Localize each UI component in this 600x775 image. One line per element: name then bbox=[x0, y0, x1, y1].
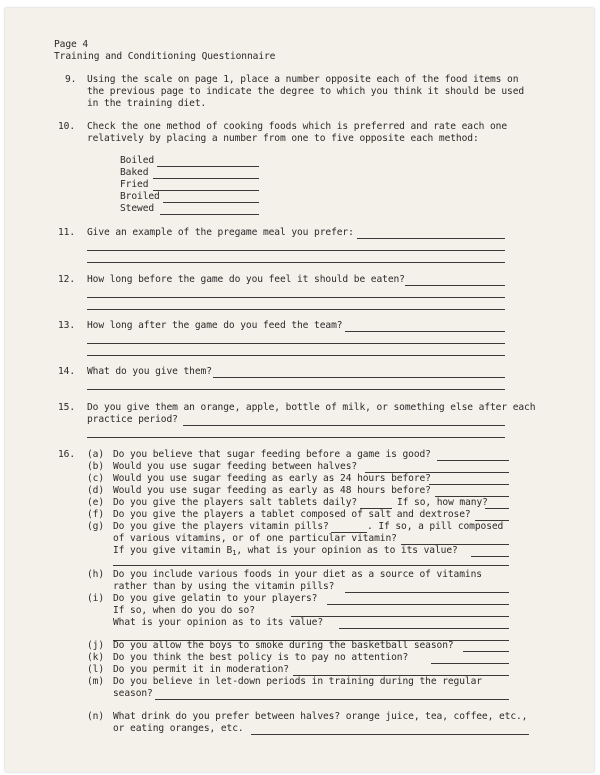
q11-text: Give an example of the pregame meal you prefer: bbox=[87, 227, 354, 238]
answer-line[interactable] bbox=[163, 202, 259, 203]
q16-g-label: (g) bbox=[87, 521, 105, 532]
q16-i-line3: What is your opinion as to its value? bbox=[113, 617, 324, 628]
q10-number: 10. bbox=[58, 121, 76, 132]
answer-line[interactable] bbox=[463, 651, 509, 652]
answer-line[interactable] bbox=[339, 628, 509, 629]
q16-h-text: Do you include various foods in your diet as a source of vitamins bbox=[113, 569, 482, 580]
q16-k-label: (k) bbox=[87, 652, 105, 663]
q9-line: the previous page to indicate the degree to which you think it should be used bbox=[87, 86, 525, 97]
cooking-method: Stewed bbox=[120, 203, 155, 214]
cooking-method: Boiled bbox=[120, 155, 155, 166]
q15-line: Do you give them an orange, apple, bottle of milk, or something else after each bbox=[87, 402, 536, 413]
q16-h-label: (h) bbox=[87, 569, 105, 580]
q16-b-label: (b) bbox=[87, 461, 105, 472]
answer-line[interactable] bbox=[155, 699, 509, 700]
answer-line[interactable] bbox=[87, 355, 505, 356]
answer-line[interactable] bbox=[183, 425, 505, 426]
answer-line[interactable] bbox=[87, 297, 505, 298]
questionnaire-page bbox=[5, 8, 594, 772]
answer-line[interactable] bbox=[345, 331, 505, 332]
q14-number: 14. bbox=[58, 366, 76, 377]
q16-h-line2: rather than by using the vitamin pills? bbox=[113, 581, 335, 592]
answer-line[interactable] bbox=[87, 343, 505, 344]
q16-l-label: (l) bbox=[87, 664, 105, 675]
q16-f-text: Do you give the players a tablet composed of salt and dextrose? bbox=[113, 509, 471, 520]
q16-b-text: Would you use sugar feeding between halves? bbox=[113, 461, 358, 472]
q15-number: 15. bbox=[58, 402, 76, 413]
answer-line[interactable] bbox=[291, 616, 509, 617]
q16-j-label: (j) bbox=[87, 640, 105, 651]
answer-line[interactable] bbox=[485, 508, 509, 509]
q16-d-text: Would you use sugar feeding as early as 48 hours before? bbox=[113, 485, 431, 496]
q16-n-text: What drink do you prefer between halves? orange juice, tea, coffee, etc., bbox=[113, 711, 528, 722]
q16-g-subscript: 1 bbox=[232, 549, 237, 557]
answer-line[interactable] bbox=[431, 663, 509, 664]
answer-line[interactable] bbox=[87, 437, 505, 438]
answer-line[interactable] bbox=[113, 565, 509, 566]
answer-line[interactable] bbox=[153, 190, 259, 191]
q16-n-line2: or eating oranges, etc. bbox=[113, 723, 244, 734]
answer-line[interactable] bbox=[327, 604, 509, 605]
q16-g-line3a: If you give vitamin B bbox=[113, 545, 233, 556]
q12-number: 12. bbox=[58, 274, 76, 285]
answer-line[interactable] bbox=[345, 592, 509, 593]
q16-g-line3 bbox=[113, 545, 458, 559]
q16-number: 16. bbox=[58, 449, 76, 460]
answer-line[interactable] bbox=[160, 214, 259, 215]
q9-line: Using the scale on page 1, place a number opposite each of the food items on bbox=[87, 74, 519, 85]
answer-line[interactable] bbox=[87, 389, 505, 390]
q16-m-line2: season? bbox=[113, 688, 153, 699]
q16-f-label: (f) bbox=[87, 509, 105, 520]
answer-line[interactable] bbox=[87, 262, 505, 263]
cooking-method: Broiled bbox=[120, 191, 160, 202]
q16-l-text: Do you permit it in moderation? bbox=[113, 664, 289, 675]
q16-g-text: Do you give the players vitamin pills? bbox=[113, 521, 329, 532]
q15-line: practice period? bbox=[87, 414, 178, 425]
q16-i-line2: If so, when do you do so? bbox=[113, 605, 255, 616]
answer-line[interactable] bbox=[357, 238, 505, 239]
answer-line[interactable] bbox=[157, 166, 259, 167]
page-title: Training and Conditioning Questionnaire bbox=[54, 51, 276, 62]
answer-line[interactable] bbox=[429, 484, 509, 485]
cooking-method: Baked bbox=[120, 167, 149, 178]
q16-e-label: (e) bbox=[87, 497, 105, 508]
answer-line[interactable] bbox=[251, 734, 529, 735]
answer-line[interactable] bbox=[405, 285, 505, 286]
answer-line[interactable] bbox=[437, 460, 509, 461]
q16-n-label: (n) bbox=[87, 711, 105, 722]
q13-number: 13. bbox=[58, 320, 76, 331]
q16-i-label: (i) bbox=[87, 593, 105, 604]
q11-number: 11. bbox=[58, 227, 76, 238]
q14-text: What do you give them? bbox=[87, 366, 212, 377]
q10-line: Check the one method of cooking foods which is preferred and rate each one bbox=[87, 121, 508, 132]
q16-j-text: Do you allow the boys to smoke during the basketball season? bbox=[113, 640, 454, 651]
q16-c-text: Would you use sugar feeding as early as 24 hours before? bbox=[113, 473, 431, 484]
q16-i-text: Do you give gelatin to your players? bbox=[113, 593, 318, 604]
q16-k-text: Do you think the best policy is to pay no attention? bbox=[113, 652, 409, 663]
cooking-method: Fried bbox=[120, 179, 149, 190]
q10-line: relatively by placing a number from one to five opposite each method: bbox=[87, 133, 479, 144]
q16-g-line2: of various vitamins, or of one particular vitamin? bbox=[113, 533, 397, 544]
answer-line[interactable] bbox=[87, 309, 505, 310]
q16-a-label: (a) bbox=[87, 449, 105, 460]
q9-line: in the training diet. bbox=[87, 98, 207, 109]
q16-m-label: (m) bbox=[87, 676, 105, 687]
q13-text: How long after the game do you feed the team? bbox=[87, 320, 343, 331]
q16-g-line3b: , what is your opinion as to its value? bbox=[236, 545, 458, 556]
q16-e-text: Do you give the players salt tablets daily? bbox=[113, 497, 358, 508]
page-number: Page 4 bbox=[54, 39, 89, 50]
answer-line[interactable] bbox=[87, 250, 505, 251]
answer-line[interactable] bbox=[153, 178, 259, 179]
q16-e-text2: If so, how many? bbox=[397, 497, 488, 508]
q16-m-text: Do you believe in let-down periods in training during the regular bbox=[113, 676, 482, 687]
answer-line[interactable] bbox=[471, 556, 509, 557]
q12-text: How long before the game do you feel it should be eaten? bbox=[87, 274, 405, 285]
q16-c-label: (c) bbox=[87, 473, 105, 484]
answer-line[interactable] bbox=[213, 377, 505, 378]
q16-a-text: Do you believe that sugar feeding before a game is good? bbox=[113, 449, 431, 460]
q16-d-label: (d) bbox=[87, 485, 105, 496]
q16-g-text2: . If so, a pill composed bbox=[367, 521, 504, 532]
q9-number: 9. bbox=[65, 74, 77, 85]
